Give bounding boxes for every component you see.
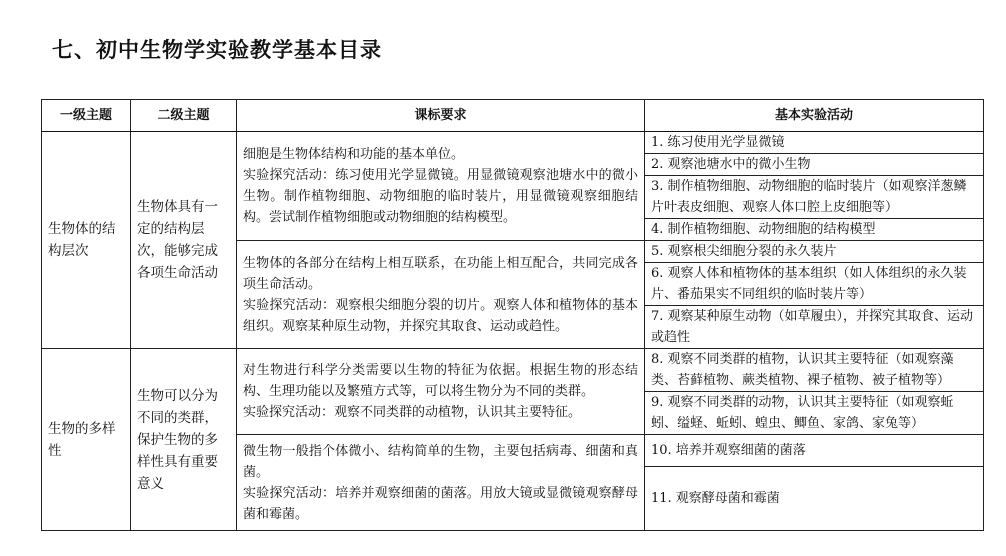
table-header-row — [42, 100, 984, 132]
requirement-text: 实验探究活动：观察根尖细胞分裂的切片。观察人体和植物体的基本组织。观察某种原生动物，并探究其取食、运动或趋性。 — [243, 297, 638, 334]
level2-topic-cell: 生物可以分为不同的类群，保护生物的多样性具有重要意义 — [131, 349, 237, 531]
level2-topic-cell: 生物体具有一定的结构层次，能够完成各项生命活动 — [131, 132, 237, 349]
activity-cell: 2. 观察池塘水中的微小生物 — [645, 154, 984, 176]
header-curriculum-requirement: 课标要求 — [237, 100, 645, 132]
activity-cell: 3. 制作植物细胞、动物细胞的临时装片（如观察洋葱鳞片叶表皮细胞、观察人体口腔上皮细胞等） — [645, 176, 984, 219]
activity-cell: 8. 观察不同类群的植物，认识其主要特征（如观察藻类、苔藓植物、蕨类植物、裸子植物、被子植物等） — [645, 349, 984, 392]
requirement-cell — [237, 241, 645, 349]
activity-cell: 11. 观察酵母菌和霉菌 — [645, 467, 984, 531]
level1-topic-cell: 生物体的结构层次 — [42, 132, 131, 349]
header-level2-topic: 二级主题 — [131, 100, 237, 132]
requirement-cell — [237, 132, 645, 241]
requirement-text: 实验探究活动：练习使用光学显微镜。用显微镜观察池塘水中的微小生物。制作植物细胞、动物细胞的临时装片，用显微镜观察细胞结构。尝试制作植物细胞或动物细胞的结构模型。 — [243, 168, 638, 225]
activity-cell: 1. 练习使用光学显微镜 — [645, 132, 984, 154]
activity-cell: 6. 观察人体和植物体的基本组织（如人体组织的永久装片、番茄果实不同组织的临时装片等） — [645, 263, 984, 306]
requirement-text: 生物体的各部分在结构上相互联系，在功能上相互配合，共同完成各项生命活动。 — [243, 255, 638, 292]
requirement-text: 细胞是生物体结构和功能的基本单位。 — [243, 147, 465, 162]
requirement-text: 微生物一般指个体微小、结构简单的生物，主要包括病毒、细菌和真菌。 — [243, 443, 638, 480]
header-level1-topic: 一级主题 — [42, 100, 131, 132]
requirement-text: 对生物进行科学分类需要以生物的特征为依据。根据生物的形态结构、生理功能以及繁殖方式等，可以将生物分为不同的类群。 — [243, 363, 638, 399]
activity-cell: 7. 观察某种原生动物（如草履虫），并探究其取食、运动或趋性 — [645, 306, 984, 349]
activity-cell: 9. 观察不同类群的动物，认识其主要特征（如观察蚯蚓、缢蛏、蚯蚓、蝗虫、鲫鱼、家鸽、家兔等） — [645, 392, 984, 435]
requirement-text: 实验探究活动：培养并观察细菌的菌落。用放大镜或显微镜观察酵母菌和霉菌。 — [243, 485, 638, 522]
table-row — [42, 132, 984, 154]
activity-cell: 4. 制作植物细胞、动物细胞的结构模型 — [645, 219, 984, 241]
experiment-catalog-table — [41, 99, 984, 531]
requirement-text: 实验探究活动：观察不同类群的动植物，认识其主要特征。 — [243, 405, 582, 420]
activity-cell: 5. 观察根尖细胞分裂的永久装片 — [645, 241, 984, 263]
header-basic-activity: 基本实验活动 — [645, 100, 984, 132]
page-title: 七、初中生物学实验教学基本目录 — [52, 38, 382, 62]
activity-cell: 10. 培养并观察细菌的菌落 — [645, 435, 984, 467]
table-row — [42, 349, 984, 392]
level1-topic-cell: 生物的多样性 — [42, 349, 131, 531]
requirement-cell — [237, 435, 645, 531]
requirement-cell — [237, 349, 645, 435]
